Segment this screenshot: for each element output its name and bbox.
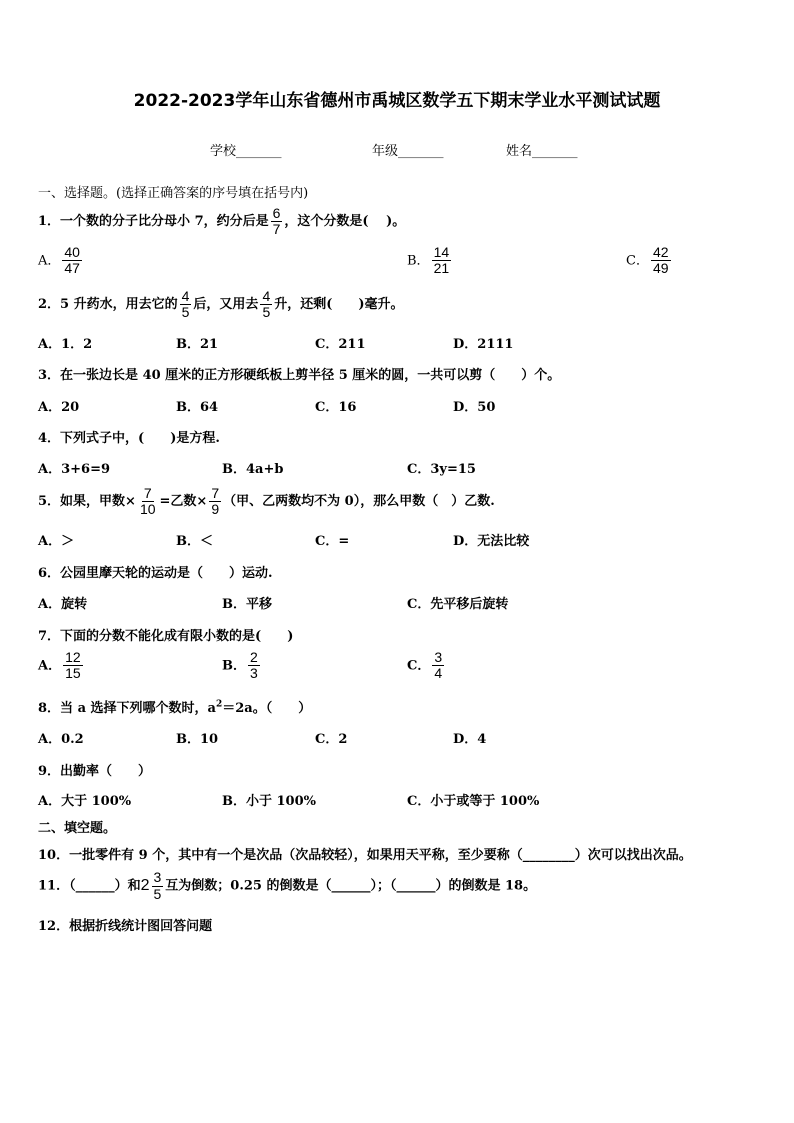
q7-option-a[interactable]: A． $\frac{12}{15}$ xyxy=(38,649,81,682)
q6-option-c[interactable]: C．先平移后旋转 xyxy=(407,597,509,612)
q2-option-c[interactable]: C．211 xyxy=(315,337,366,352)
q9-option-b[interactable]: B．小于 100% xyxy=(222,794,317,809)
q4-option-c[interactable]: C．3y=15 xyxy=(407,462,476,477)
question-10: 10．一批零件有 9 个，其中有一个是次品（次品较轻），如果用天平称，至少要称（________）次可以找出次品。 xyxy=(38,848,692,863)
question-1-text: 1．一个数的分子比分母小 7，约分后是 xyxy=(38,214,269,229)
q5-option-d[interactable]: D．无法比较 xyxy=(453,534,530,549)
q9-option-c[interactable]: C．小于或等于 100% xyxy=(407,794,540,809)
section-heading-fill: 二、填空题。 xyxy=(38,821,117,836)
q1-option-b[interactable]: B． $\frac{14}{21}$ xyxy=(407,244,450,277)
q6-option-a[interactable]: A．旋转 xyxy=(38,597,88,612)
q6-option-b[interactable]: B．平移 xyxy=(222,597,272,612)
q7-option-c[interactable]: C． $\frac{3}{4}$ xyxy=(407,649,443,682)
question-2: 2．5 升药水，用去它的 $\frac{4}{5}$ 后，又用去 $\frac{4}{5}$ 升，还剩( )毫升。 xyxy=(38,287,404,320)
q3-option-a[interactable]: A．20 xyxy=(38,400,80,415)
q2-option-d[interactable]: D．2111 xyxy=(453,337,514,352)
question-3: 3．在一张边长是 40 厘米的正方形硬纸板上剪半径 5 厘米的圆，一共可以剪（ ）个。 xyxy=(38,368,561,383)
q5-option-a[interactable]: A．＞ xyxy=(38,534,75,549)
question-6: 6．公园里摩天轮的运动是（ ）运动. xyxy=(38,566,273,581)
q1-option-a[interactable]: A． $\frac{40}{47}$ xyxy=(38,244,80,277)
q4-option-a[interactable]: A．3+6=9 xyxy=(38,462,111,477)
question-5: 5．如果，甲数× $\frac{7}{10}$ =乙数× $\frac{7}{9}$ （甲、乙两数均不为 0），那么甲数（ ）乙数. xyxy=(38,484,495,517)
q5-option-b[interactable]: B．＜ xyxy=(176,534,213,549)
q3-option-b[interactable]: B．64 xyxy=(176,400,219,415)
question-7: 7．下面的分数不能化成有限小数的是( ) xyxy=(38,629,294,644)
q2-option-a[interactable]: A．1．2 xyxy=(38,337,93,352)
q8-option-a[interactable]: A．0.2 xyxy=(38,732,84,747)
fraction: $\frac{6}{7}$ xyxy=(272,204,281,237)
school-field[interactable]: 学校_______ xyxy=(210,144,282,159)
section-heading-choice: 一、选择题。(选择正确答案的序号填在括号内) xyxy=(38,186,309,201)
grade-field[interactable]: 年级_______ xyxy=(372,144,444,159)
q8-option-c[interactable]: C．2 xyxy=(315,732,348,747)
question-1: 1．一个数的分子比分母小 7，约分后是 $\frac{6}{7}$ ，这个分数是( )。 xyxy=(38,204,406,237)
question-12: 12．根据折线统计图回答问题 xyxy=(38,919,213,934)
q8-option-d[interactable]: D．4 xyxy=(453,732,487,747)
q8-option-b[interactable]: B．10 xyxy=(176,732,219,747)
q1-option-c[interactable]: C． $\frac{42}{49}$ xyxy=(626,244,669,277)
q9-option-a[interactable]: A．大于 100% xyxy=(38,794,132,809)
question-4: 4．下列式子中，( )是方程. xyxy=(38,431,220,446)
question-9: 9．出勤率（ ） xyxy=(38,764,152,779)
q5-option-c[interactable]: C．= xyxy=(315,534,350,549)
question-8: 8．当 a 选择下列哪个数时，$a^2=2a$。（ ） xyxy=(38,699,312,716)
name-field[interactable]: 姓名_______ xyxy=(506,144,578,159)
q7-option-b[interactable]: B． $\frac{2}{3}$ xyxy=(222,649,258,682)
question-11: 11．（______）和2 $\frac{3}{5}$ 互为倒数；0.25 的倒数是（______）；（______）的倒数是 18。 xyxy=(38,869,537,902)
q2-option-b[interactable]: B．21 xyxy=(176,337,219,352)
page-title: 2022-2023学年山东省德州市禹城区数学五下期末学业水平测试试题 xyxy=(133,91,661,111)
q3-option-d[interactable]: D．50 xyxy=(453,400,496,415)
q3-option-c[interactable]: C．16 xyxy=(315,400,357,415)
q4-option-b[interactable]: B．4a+b xyxy=(222,462,284,477)
